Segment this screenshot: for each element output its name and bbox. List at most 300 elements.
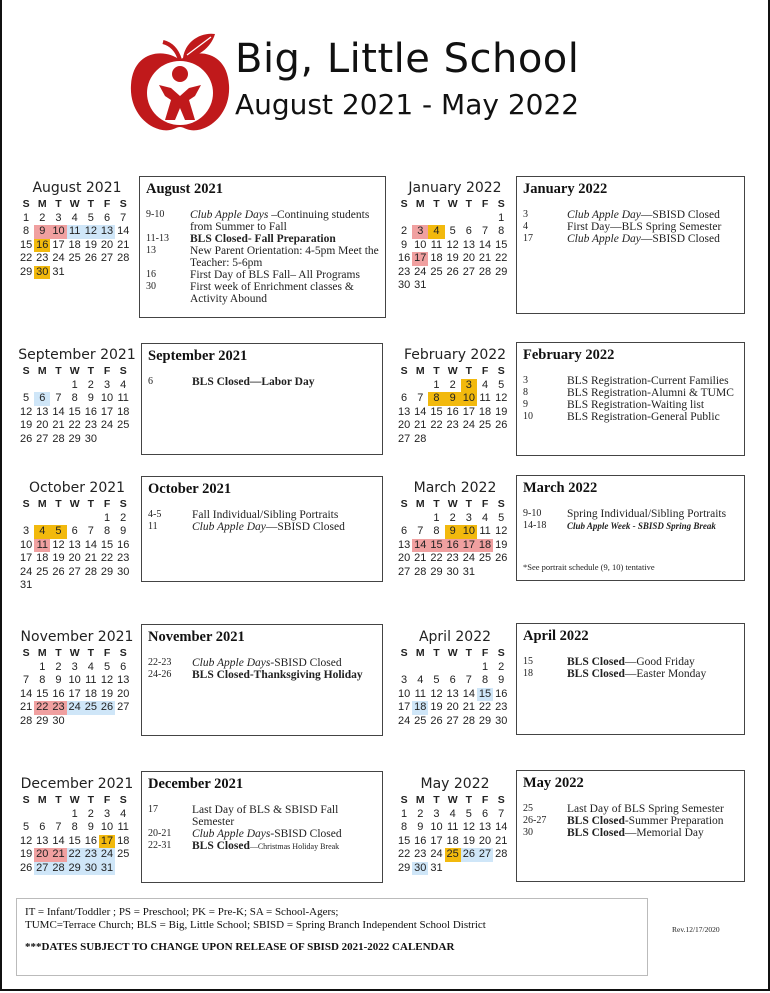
day-cell: 21 xyxy=(478,252,492,264)
event-date: 11 xyxy=(148,521,158,532)
weekday-header: M xyxy=(37,794,47,806)
day-cell: 31 xyxy=(100,861,114,874)
day-cell: 9 xyxy=(445,392,461,406)
day-cell: 25 xyxy=(84,701,97,713)
day-cell: 18 xyxy=(430,252,443,264)
day-cell: 8 xyxy=(71,392,78,404)
event-text: Club Apple Days-SBISD Closed xyxy=(192,828,342,840)
day-cell: 11 xyxy=(430,238,443,251)
weekday-header: F xyxy=(103,647,111,659)
day-cell: 20 xyxy=(36,848,49,860)
day-cell: 24 xyxy=(430,848,443,860)
weekday-header: M xyxy=(415,498,425,510)
weekday-header: F xyxy=(481,365,489,377)
day-cell: 17 xyxy=(68,687,81,700)
day-cell: 8 xyxy=(481,674,489,686)
weekday-header: W xyxy=(447,794,458,806)
day-cell: 31 xyxy=(430,861,443,874)
event-date: 8 xyxy=(523,387,528,398)
day-cell: 13 xyxy=(36,405,49,418)
day-cell: 3 xyxy=(461,379,477,393)
day-grid xyxy=(18,198,136,279)
event-date: 15 xyxy=(523,656,533,667)
mini-calendar-title: November 2021 xyxy=(20,629,134,645)
day-cell: 12 xyxy=(19,405,33,418)
empty-cell xyxy=(412,212,428,226)
day-cell: 9 xyxy=(120,525,127,537)
day-cell: 30 xyxy=(52,714,65,727)
event-text: Club Apple Day—SBISD Closed xyxy=(192,521,345,533)
day-cell: 31 xyxy=(462,565,475,578)
event-date: 14-18 xyxy=(523,520,547,531)
weekday-header: S xyxy=(497,198,505,210)
day-cell: 26 xyxy=(430,714,443,727)
day-cell: 21 xyxy=(52,848,65,860)
day-cell: 19 xyxy=(19,419,33,431)
day-cell: 27 xyxy=(68,565,81,578)
day-cell: 6 xyxy=(401,392,408,404)
day-cell: 4 xyxy=(428,225,444,239)
event-text: BLS Registration-Alumni & TUMC xyxy=(567,387,734,399)
empty-cell xyxy=(428,212,444,226)
day-cell: 3 xyxy=(71,660,78,673)
revision-date: Rev.12/17/2020 xyxy=(672,925,720,934)
day-grid xyxy=(18,647,136,728)
events-box-may xyxy=(516,770,745,882)
event-date: 30 xyxy=(523,827,533,838)
empty-cell xyxy=(18,379,34,393)
day-cell: 24 xyxy=(100,419,114,431)
day-cell: 15 xyxy=(68,405,81,418)
day-grid xyxy=(396,794,514,875)
event-row xyxy=(517,520,744,532)
day-cell: 30 xyxy=(117,565,130,578)
legend-line-2: TUMC=Terrace Church; BLS = Big, Little School; SBISD = Spring Branch Independent School District xyxy=(25,919,486,931)
day-cell: 4 xyxy=(481,511,489,524)
day-cell: 15 xyxy=(36,687,49,700)
day-cell: 5 xyxy=(433,674,440,686)
mini-calendar-dec xyxy=(18,774,136,875)
day-cell: 20 xyxy=(478,834,492,847)
day-cell: 14 xyxy=(84,538,97,551)
event-text: Club Apple Day—SBISD Closed xyxy=(567,233,720,245)
day-cell: 6 xyxy=(39,821,46,833)
day-cell: 16 xyxy=(495,687,508,700)
day-cell: 27 xyxy=(397,432,411,445)
day-cell: 17 xyxy=(430,834,443,847)
day-cell: 29 xyxy=(19,265,33,278)
day-cell: 29 xyxy=(68,432,81,445)
day-cell: 2 xyxy=(39,211,46,224)
day-cell: 30 xyxy=(414,861,427,874)
day-cell: 19 xyxy=(19,848,33,860)
empty-cell xyxy=(445,212,461,226)
day-cell: 30 xyxy=(84,861,97,874)
weekday-header: F xyxy=(481,794,489,806)
day-cell: 25 xyxy=(478,419,492,431)
day-cell: 9 xyxy=(87,821,94,833)
day-cell: 5 xyxy=(103,660,111,673)
weekday-header: S xyxy=(22,647,30,659)
day-cell: 16 xyxy=(446,538,459,551)
day-cell: 5 xyxy=(465,807,472,820)
event-row xyxy=(517,803,744,815)
day-cell: 23 xyxy=(84,848,97,860)
day-cell: 17 xyxy=(19,552,33,564)
day-cell: 12 xyxy=(100,674,114,686)
day-cell: 22 xyxy=(68,848,81,860)
mini-calendar-title: September 2021 xyxy=(18,347,136,363)
day-cell: 1 xyxy=(71,378,78,391)
day-cell: 9 xyxy=(55,674,62,686)
day-cell: 25 xyxy=(36,565,49,578)
day-cell: 5 xyxy=(23,821,30,833)
mini-calendar-feb xyxy=(396,345,514,446)
day-cell: 2 xyxy=(120,511,127,524)
day-cell: 24 xyxy=(414,265,427,278)
day-cell: 16 xyxy=(446,405,459,418)
event-text: BLS Registration-General Public xyxy=(567,411,720,423)
day-cell: 18 xyxy=(36,552,49,564)
events-box-title: March 2022 xyxy=(523,480,598,496)
day-cell: 13 xyxy=(478,821,492,833)
empty-cell xyxy=(477,212,493,226)
day-cell: 2 xyxy=(449,511,456,524)
day-cell: 28 xyxy=(84,565,97,578)
event-row xyxy=(517,656,744,668)
day-cell: 6 xyxy=(481,807,489,820)
mini-calendar-title: October 2021 xyxy=(28,480,126,496)
day-cell: 10 xyxy=(100,821,114,833)
event-date: 9 xyxy=(523,399,528,410)
mini-calendar-sep xyxy=(18,345,136,446)
day-cell: 8 xyxy=(39,674,46,686)
legend-box xyxy=(16,898,648,976)
day-cell: 5 xyxy=(23,392,30,404)
events-box-title: May 2022 xyxy=(523,775,584,791)
event-text: BLS Closed- Fall Preparation xyxy=(190,233,336,245)
day-cell: 25 xyxy=(478,552,492,564)
day-cell: 1 xyxy=(481,660,489,673)
day-cell: 5 xyxy=(498,511,505,524)
day-cell: 27 xyxy=(100,252,114,264)
day-cell: 23 xyxy=(495,701,508,713)
day-cell: 10 xyxy=(19,538,33,551)
empty-cell xyxy=(461,212,477,226)
day-cell: 26 xyxy=(446,265,459,278)
day-cell: 25 xyxy=(68,252,81,264)
day-cell: 10 xyxy=(397,687,411,700)
day-cell: 18 xyxy=(68,238,81,251)
day-cell: 22 xyxy=(430,419,443,431)
day-cell: 20 xyxy=(36,419,49,431)
day-cell: 24 xyxy=(462,419,475,431)
day-cell: 11 xyxy=(67,225,83,239)
day-cell: 25 xyxy=(446,848,459,860)
mini-calendar-aug xyxy=(18,178,136,279)
event-row xyxy=(517,209,744,221)
weekday-header: T xyxy=(55,198,62,210)
day-grid xyxy=(18,365,136,446)
day-cell: 11 xyxy=(446,821,459,833)
day-cell: 6 xyxy=(34,392,50,406)
event-date: 4-5 xyxy=(148,509,162,520)
weekday-header: M xyxy=(415,198,425,210)
day-cell: 5 xyxy=(498,378,505,391)
day-cell: 24 xyxy=(52,252,65,264)
day-cell: 22 xyxy=(68,419,81,431)
day-cell: 7 xyxy=(417,525,424,537)
event-date: 22-31 xyxy=(148,840,172,851)
weekday-header: W xyxy=(69,647,80,659)
day-cell: 8 xyxy=(23,225,30,237)
day-cell: 3 xyxy=(103,807,111,820)
day-cell: 11 xyxy=(34,539,50,553)
day-cell: 22 xyxy=(430,552,443,564)
day-cell: 22 xyxy=(100,552,114,564)
day-cell: 31 xyxy=(414,279,427,291)
footnote: *See portrait schedule (9, 10) tentative xyxy=(523,562,655,572)
day-cell: 12 xyxy=(495,525,508,537)
day-cell: 11 xyxy=(117,392,129,404)
event-date: 17 xyxy=(148,804,158,815)
weekday-header: S xyxy=(22,498,30,510)
day-cell: 28 xyxy=(495,848,508,860)
day-cell: 19 xyxy=(495,405,508,418)
weekday-header: T xyxy=(55,498,62,510)
day-cell: 13 xyxy=(36,834,49,847)
day-cell: 4 xyxy=(71,211,78,224)
weekday-header: T xyxy=(87,365,95,377)
event-text: Club Apple Week - SBISD Spring Break xyxy=(567,521,716,531)
event-row xyxy=(142,804,382,828)
mini-calendar-title: April 2022 xyxy=(418,629,492,645)
events-box-title: April 2022 xyxy=(523,628,589,644)
weekday-header: S xyxy=(400,498,408,510)
weekday-header: S xyxy=(119,198,127,210)
event-row xyxy=(142,521,382,533)
day-cell: 14 xyxy=(52,405,65,418)
empty-cell xyxy=(396,512,412,526)
mini-calendar-mar xyxy=(396,478,514,579)
day-cell: 3 xyxy=(23,525,30,537)
empty-cell xyxy=(412,661,428,675)
events-box-nov xyxy=(141,624,383,736)
empty-cell xyxy=(412,379,428,393)
day-cell: 1 xyxy=(39,660,46,673)
day-cell: 23 xyxy=(414,848,427,860)
day-cell: 4 xyxy=(449,807,456,820)
day-cell: 29 xyxy=(430,565,443,578)
empty-cell xyxy=(50,512,66,526)
weekday-header: F xyxy=(103,794,111,806)
event-text: Club Apple Days –Continuing students from Summer to Fall xyxy=(190,209,370,233)
day-cell: 28 xyxy=(478,265,492,278)
day-cell: 4 xyxy=(120,378,127,391)
event-date: 3 xyxy=(523,375,528,386)
event-date: 3 xyxy=(523,209,528,220)
day-cell: 23 xyxy=(84,419,97,431)
day-cell: 11 xyxy=(85,674,97,686)
day-cell: 28 xyxy=(117,252,130,264)
day-cell: 17 xyxy=(414,252,427,264)
event-row xyxy=(517,815,744,827)
day-cell: 26 xyxy=(84,252,97,264)
day-cell: 6 xyxy=(465,225,472,237)
day-cell: 1 xyxy=(71,807,78,820)
event-text: Last Day of BLS & SBISD Fall Semester xyxy=(192,804,339,828)
day-cell: 18 xyxy=(84,687,97,700)
day-cell: 8 xyxy=(433,525,440,537)
day-cell: 21 xyxy=(495,834,508,847)
day-cell: 26 xyxy=(495,419,508,431)
day-cell: 21 xyxy=(414,419,427,431)
empty-cell xyxy=(428,661,444,675)
day-cell: 28 xyxy=(414,565,427,578)
event-date: 22-23 xyxy=(148,657,172,668)
weekday-header: S xyxy=(497,647,505,659)
header xyxy=(125,30,605,140)
event-text: BLS Closed—Easter Monday xyxy=(567,668,707,680)
mini-calendar-title: May 2022 xyxy=(420,776,490,792)
weekday-header: W xyxy=(447,647,458,659)
empty-cell xyxy=(445,661,461,675)
day-cell: 25 xyxy=(414,714,427,727)
day-cell: 27 xyxy=(478,848,492,860)
weekday-header: M xyxy=(415,647,425,659)
mini-calendar-title: February 2022 xyxy=(403,347,507,363)
day-cell: 19 xyxy=(100,687,114,700)
event-text: First Day—BLS Spring Semester xyxy=(567,221,722,233)
day-cell: 17 xyxy=(100,405,114,418)
event-date: 26-27 xyxy=(523,815,547,826)
day-cell: 4 xyxy=(417,674,424,686)
day-cell: 23 xyxy=(446,552,459,564)
day-cell: 15 xyxy=(430,405,443,418)
event-row xyxy=(140,269,385,281)
day-cell: 5 xyxy=(449,225,456,237)
day-cell: 21 xyxy=(117,238,130,251)
mini-calendar-may xyxy=(396,774,514,875)
day-cell: 24 xyxy=(462,552,475,564)
day-cell: 10 xyxy=(462,525,475,537)
event-row xyxy=(142,828,382,840)
day-grid xyxy=(396,647,514,728)
day-cell: 26 xyxy=(495,552,508,564)
weekday-header: M xyxy=(37,365,47,377)
empty-cell xyxy=(34,379,50,393)
day-cell: 13 xyxy=(462,238,475,251)
mini-calendar-title: December 2021 xyxy=(20,776,134,792)
day-cell: 21 xyxy=(52,419,65,431)
day-cell: 17 xyxy=(462,405,475,418)
event-row xyxy=(517,387,744,399)
day-grid xyxy=(396,365,514,446)
day-cell: 18 xyxy=(117,834,130,847)
day-cell: 28 xyxy=(19,714,33,727)
event-date: 13 xyxy=(146,245,156,256)
events-box-feb xyxy=(516,342,745,456)
event-row xyxy=(140,209,385,233)
day-cell: 20 xyxy=(68,552,81,564)
event-row xyxy=(140,245,385,269)
day-cell: 19 xyxy=(462,834,475,847)
day-grid xyxy=(18,794,136,875)
event-date: 9-10 xyxy=(523,508,542,519)
day-cell: 21 xyxy=(84,552,97,564)
weekday-header: W xyxy=(447,498,458,510)
event-text: First week of Enrichment classes & Activity Abound xyxy=(190,281,354,305)
day-cell: 7 xyxy=(87,525,94,537)
empty-cell xyxy=(18,512,34,526)
day-cell: 30 xyxy=(36,265,49,278)
day-cell: 27 xyxy=(117,701,130,713)
disclaimer: ***DATES SUBJECT TO CHANGE UPON RELEASE OF SBISD 2021-2022 CALENDAR xyxy=(25,941,455,953)
day-cell: 16 xyxy=(84,834,97,847)
day-cell: 28 xyxy=(52,861,65,874)
weekday-header: T xyxy=(433,794,440,806)
empty-cell xyxy=(67,512,83,526)
day-cell: 1 xyxy=(498,211,505,224)
event-row xyxy=(142,509,382,521)
day-cell: 3 xyxy=(401,674,408,686)
events-box-title: February 2022 xyxy=(523,347,615,363)
weekday-header: T xyxy=(465,365,473,377)
event-date: 20-21 xyxy=(148,828,172,839)
weekday-header: M xyxy=(37,198,47,210)
day-cell: 29 xyxy=(36,714,49,727)
event-date: 25 xyxy=(523,803,533,814)
day-cell: 8 xyxy=(498,225,505,237)
day-cell: 19 xyxy=(430,701,443,713)
event-text: Last Day of BLS Spring Semester xyxy=(567,803,724,815)
day-cell: 23 xyxy=(52,701,65,713)
event-text: BLS Closed—Christmas Holiday Break xyxy=(192,840,340,852)
event-text: BLS Registration-Current Families xyxy=(567,375,729,387)
day-cell: 12 xyxy=(495,392,508,404)
day-cell: 9 xyxy=(445,525,461,539)
day-cell: 7 xyxy=(417,392,424,404)
weekday-header: F xyxy=(103,198,111,210)
day-cell: 19 xyxy=(52,552,65,564)
event-date: 4 xyxy=(523,221,528,232)
events-box-title: November 2021 xyxy=(148,629,245,645)
day-grid xyxy=(18,498,136,593)
day-cell: 7 xyxy=(498,807,505,820)
weekday-header: T xyxy=(465,498,473,510)
event-row xyxy=(517,399,744,411)
day-cell: 4 xyxy=(120,807,127,820)
day-cell: 24 xyxy=(19,565,33,578)
day-cell: 1 xyxy=(433,378,440,391)
day-cell: 15 xyxy=(68,834,81,847)
weekday-header: T xyxy=(55,647,62,659)
day-cell: 7 xyxy=(55,392,62,404)
day-cell: 29 xyxy=(68,861,81,874)
mini-calendar-jan xyxy=(396,178,514,293)
weekday-header: T xyxy=(465,794,473,806)
day-cell: 3 xyxy=(433,807,440,820)
day-cell: 28 xyxy=(414,432,427,445)
day-cell: 13 xyxy=(117,674,130,686)
weekday-header: M xyxy=(37,647,47,659)
weekday-header: F xyxy=(481,198,489,210)
weekday-header: F xyxy=(481,647,489,659)
day-cell: 24 xyxy=(397,714,411,727)
day-cell: 12 xyxy=(446,238,459,251)
weekday-header: W xyxy=(69,498,80,510)
event-text: BLS Closed—Good Friday xyxy=(567,656,695,668)
